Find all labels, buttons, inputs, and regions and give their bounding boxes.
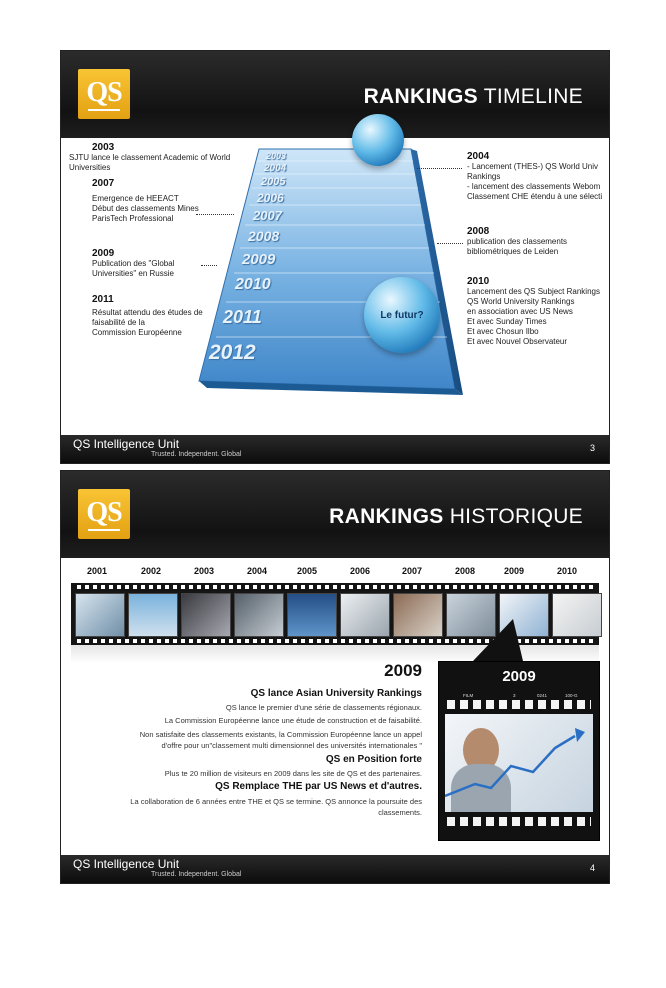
entry-2010: 2010 Lancement des QS Subject Rankings QS World University Rankings en association avec US News Et avec Sunday Times Et avec Chosun Ilbo Et avec Nouvel Observateur [467, 276, 600, 346]
timeline-year: 2006 [257, 191, 284, 205]
qs-logo: QS [78, 489, 130, 539]
film-year: 2007 [402, 566, 423, 576]
featured-year: 2009 [502, 668, 536, 685]
timeline-year: 2005 [261, 176, 286, 188]
page-number: 3 [589, 443, 595, 453]
block-heading: QS Remplace THE par US News et d'autres. [215, 781, 422, 792]
qs-logo: QS [78, 69, 130, 119]
top-orb [352, 114, 404, 166]
film-year: 2009 [504, 566, 525, 576]
film-year: 2005 [297, 566, 318, 576]
connector [437, 243, 463, 244]
block-heading: QS en Position forte [325, 754, 422, 765]
film-year: 2002 [141, 566, 162, 576]
connector [417, 168, 462, 169]
slide-title: RANKINGS HISTORIQUE [329, 505, 583, 528]
block-line: Non satisfaite des classements existants, la Commission Européenne lance un appel [139, 730, 422, 739]
block-line: Plus te 20 million de visiteurs en 2009 dans les site de QS et des partenaires. [164, 769, 422, 778]
entry-2004: 2004 - Lancement (THES-) QS World Univ Rankings - lancement des classements Webom Classement CHE étendu à une sélecti [467, 151, 603, 201]
film-year: 2008 [455, 566, 476, 576]
block-heading: QS lance Asian University Rankings [250, 688, 422, 699]
timeline-year: 2004 [264, 163, 287, 174]
film-year: 2004 [247, 566, 268, 576]
slide-historique [60, 470, 610, 884]
entry-2003: 2003 SJTU lance le classement Academic of World Universities [69, 142, 231, 172]
connector [201, 265, 217, 266]
film-mark: FILM [463, 693, 474, 698]
entry-2009: 2009 Publication des "Global Universities" en Russie [92, 248, 175, 278]
entry-2007: 2007 Emergence de HEEACT Début des classements Mines ParisTech Professional [92, 178, 199, 223]
block-line: d'offre pour un"classement multi dimensionnel des universités internationales " [161, 741, 422, 750]
big-year: 2009 [384, 661, 422, 680]
footer-tagline: Trusted. Independent. Global [151, 451, 242, 458]
slide-title: RANKINGS TIMELINE [363, 85, 583, 108]
block-line: La Commission Européenne lance une étude de construction et de faisabilité. [164, 716, 422, 725]
film-year: 2006 [350, 566, 371, 576]
slide-footer [61, 855, 609, 883]
block-line: classements. [378, 808, 422, 817]
timeline-year: 2009 [242, 251, 276, 268]
timeline-year: 2007 [253, 208, 282, 223]
timeline-year: 2011 [223, 307, 262, 327]
entry-2011: 2011 Résultat attendu des études de faisabilité de la Commission Européenne [92, 294, 203, 337]
block-line: QS lance le premier d'une série de classements régionaux. [225, 703, 422, 712]
slide-timeline [60, 50, 610, 464]
footer-brand: QS Intelligence Unit [73, 857, 180, 871]
film-year: 2001 [87, 566, 108, 576]
connector [196, 214, 234, 215]
featured-photo [445, 714, 593, 812]
film-mark: 0241 [537, 693, 548, 698]
timeline-year: 2008 [248, 228, 280, 244]
entry-2008: 2008 publication des classements bibliométriques de Leiden [467, 226, 568, 256]
footer-brand: QS Intelligence Unit [73, 437, 180, 451]
timeline-year: 2003 [266, 151, 287, 161]
featured-film-frame [438, 661, 600, 841]
timeline-year: 2012 [209, 341, 256, 364]
footer-tagline: Trusted. Independent. Global [151, 871, 242, 878]
page-number: 4 [589, 863, 595, 873]
block-line: La collaboration de 6 années entre THE et QS se termine. QS annonce la poursuite des [130, 797, 422, 806]
slide-footer [61, 435, 609, 463]
future-label: Le futur? [380, 310, 424, 321]
timeline-year: 2010 [235, 276, 271, 293]
film-year: 2010 [557, 566, 578, 576]
film-mark: 3 [513, 693, 516, 698]
film-mark: 100-G [565, 693, 578, 698]
film-year: 2003 [194, 566, 215, 576]
